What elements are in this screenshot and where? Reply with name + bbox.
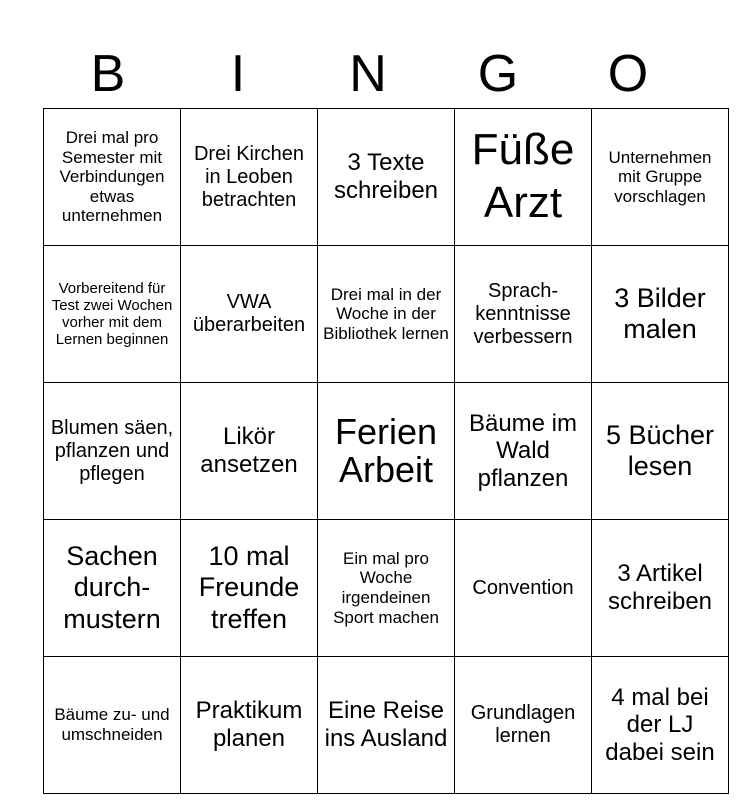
bingo-cell[interactable]: 3 Bilder malen (592, 246, 729, 383)
header-letter-i: I (230, 45, 246, 103)
bingo-cell[interactable]: Drei Kirchen in Leoben betrachten (181, 109, 318, 246)
bingo-cell[interactable]: Füße Arzt (455, 109, 592, 246)
bingo-cell[interactable]: 3 Texte schreiben (318, 109, 455, 246)
grid-row (44, 383, 729, 520)
bingo-cell[interactable]: Bäume zu- und umschneiden (44, 657, 181, 794)
grid-row (44, 109, 729, 246)
bingo-cell[interactable]: Blumen säen, pflanzen und pflegen (44, 383, 181, 520)
bingo-cell[interactable]: Drei mal in der Woche in der Bibliothek lernen (318, 246, 455, 383)
bingo-cell[interactable]: Bäume im Wald pflanzen (455, 383, 592, 520)
bingo-cell[interactable]: 4 mal bei der LJ dabei sein (592, 657, 729, 794)
bingo-cell[interactable]: 3 Artikel schreiben (592, 520, 729, 657)
bingo-cell[interactable]: Sachen durch-mustern (44, 520, 181, 657)
bingo-cell[interactable]: Drei mal pro Semester mit Verbindungen etwas unternehmen (44, 109, 181, 246)
bingo-cell[interactable]: Convention (455, 520, 592, 657)
grid-row (44, 520, 729, 657)
bingo-cell[interactable]: Unternehmen mit Gruppe vorschlagen (592, 109, 729, 246)
bingo-cell[interactable]: Vorbereitend für Test zwei Wochen vorher mit dem Lernen beginnen (44, 246, 181, 383)
bingo-cell[interactable]: Sprach-kenntnisse verbessern (455, 246, 592, 383)
grid-row (44, 246, 729, 383)
header-letter-n: N (349, 45, 387, 103)
bingo-cell[interactable]: Grundlagen lernen (455, 657, 592, 794)
bingo-cell[interactable]: 5 Bücher lesen (592, 383, 729, 520)
grid-row (44, 657, 729, 794)
header-letter-o: O (607, 45, 649, 103)
bingo-grid (43, 108, 729, 794)
bingo-cell[interactable]: Likör ansetzen (181, 383, 318, 520)
bingo-cell[interactable]: VWA überarbeiten (181, 246, 318, 383)
header-letter-b: B (90, 45, 126, 103)
bingo-cell[interactable]: Praktikum planen (181, 657, 318, 794)
bingo-cell[interactable]: Eine Reise ins Ausland (318, 657, 455, 794)
bingo-header (43, 42, 693, 106)
bingo-cell[interactable]: 10 mal Freunde treffen (181, 520, 318, 657)
header-letter-g: G (477, 45, 519, 103)
bingo-cell[interactable]: Ferien Arbeit (318, 383, 455, 520)
bingo-cell[interactable]: Ein mal pro Woche irgendeinen Sport machen (318, 520, 455, 657)
